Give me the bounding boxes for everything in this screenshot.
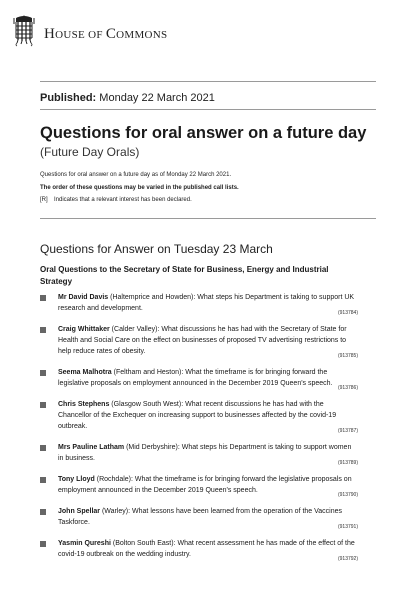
question-item [40,538,358,562]
bullet-square-icon [40,445,46,451]
note-order: The order of these questions may be varied in the published call lists. [40,184,239,191]
interest-text: Indicates that a relevant interest has been declared. [54,197,192,203]
question-item [40,399,358,434]
interest-mark: [R] [40,197,48,203]
question-ref: (913789) [337,460,358,466]
question-item [40,442,358,466]
questions-list [40,292,358,570]
question-ref: (913784) [337,310,358,316]
question-ref: (913785) [337,353,358,359]
published-date: Monday 22 March 2021 [99,92,215,104]
question-text: (Rochdale): What the timeframe is for bringing forward the legislative proposals on employment announced in the December 2019 Queen's speech. [58,476,352,494]
question-text: (Glasgow South West): What recent discussions he has had with the Chancellor of the Exchequer on increasing support to businesses affected by the covid-19 outbreak. [58,401,337,430]
house-of-commons-wordmark: HOUSE OF COMMONS [44,25,168,42]
question-text: (Feltham and Heston): What the timeframe is for bringing forward the legislative proposals on employment announced in the December 2019 Queen's speech. [58,369,333,387]
house-of-commons-header [13,10,167,50]
member-name: Seema Malhotra [58,369,112,376]
portcullis-icon [13,13,35,47]
question-item [40,506,358,530]
bullet-square-icon [40,327,46,333]
question-ref: (913786) [337,385,358,391]
question-text: (Warley): What lessons have been learned from the operation of the Vaccines Taskforce. [58,508,343,526]
question-item [40,474,358,498]
question-ref: (913790) [337,492,358,498]
member-name: Tony Lloyd [58,476,95,483]
bullet-square-icon [40,477,46,483]
question-ref: (913791) [337,524,358,530]
question-text: (Bolton South East): What recent assessment he has made of the effect of the covid-19 outbreak on the wedding industry. [58,540,355,558]
divider-top [40,81,376,82]
question-text: (Haltemprice and Howden): What steps his Department is taking to support UK research and development. [58,294,355,312]
question-text: (Mid Derbyshire): What steps his Department is taking to support women in business. [58,444,352,462]
note-interest [40,194,239,207]
divider-published [40,109,376,110]
note-as-of: Questions for oral answer on a future day as of Monday 22 March 2021. [40,172,232,178]
member-name: Mrs Pauline Latham [58,444,125,451]
question-ref: (913792) [337,556,358,562]
page-title: Questions for oral answer on a future day [40,124,367,142]
intro-notes [40,169,239,207]
question-item [40,292,358,316]
bullet-square-icon [40,541,46,547]
page-subtitle: (Future Day Orals) [40,145,140,159]
member-name: John Spellar [58,508,101,515]
member-name: Craig Whittaker [58,326,110,333]
department-heading: Oral Questions to the Secretary of State for Business, Energy and Industrial Strategy [40,265,329,286]
published-line [40,92,215,104]
section-heading: Questions for Answer on Tuesday 23 March [40,242,273,256]
member-name: Yasmin Qureshi [58,540,111,547]
bullet-square-icon [40,509,46,515]
divider-notes [40,218,376,219]
question-item [40,324,358,359]
question-ref: (913787) [337,428,358,434]
member-name: Chris Stephens [58,401,110,408]
member-name: Mr David Davis [58,294,109,301]
question-item [40,367,358,391]
bullet-square-icon [40,295,46,301]
bullet-square-icon [40,402,46,408]
bullet-square-icon [40,370,46,376]
question-text: (Calder Valley): What discussions he has had with the Secretary of State for Health and Social Care on the effect on businesses of proposed TV advertising restrictions to help reduce rates of obesity. [58,326,347,355]
published-label: Published: [40,92,97,104]
